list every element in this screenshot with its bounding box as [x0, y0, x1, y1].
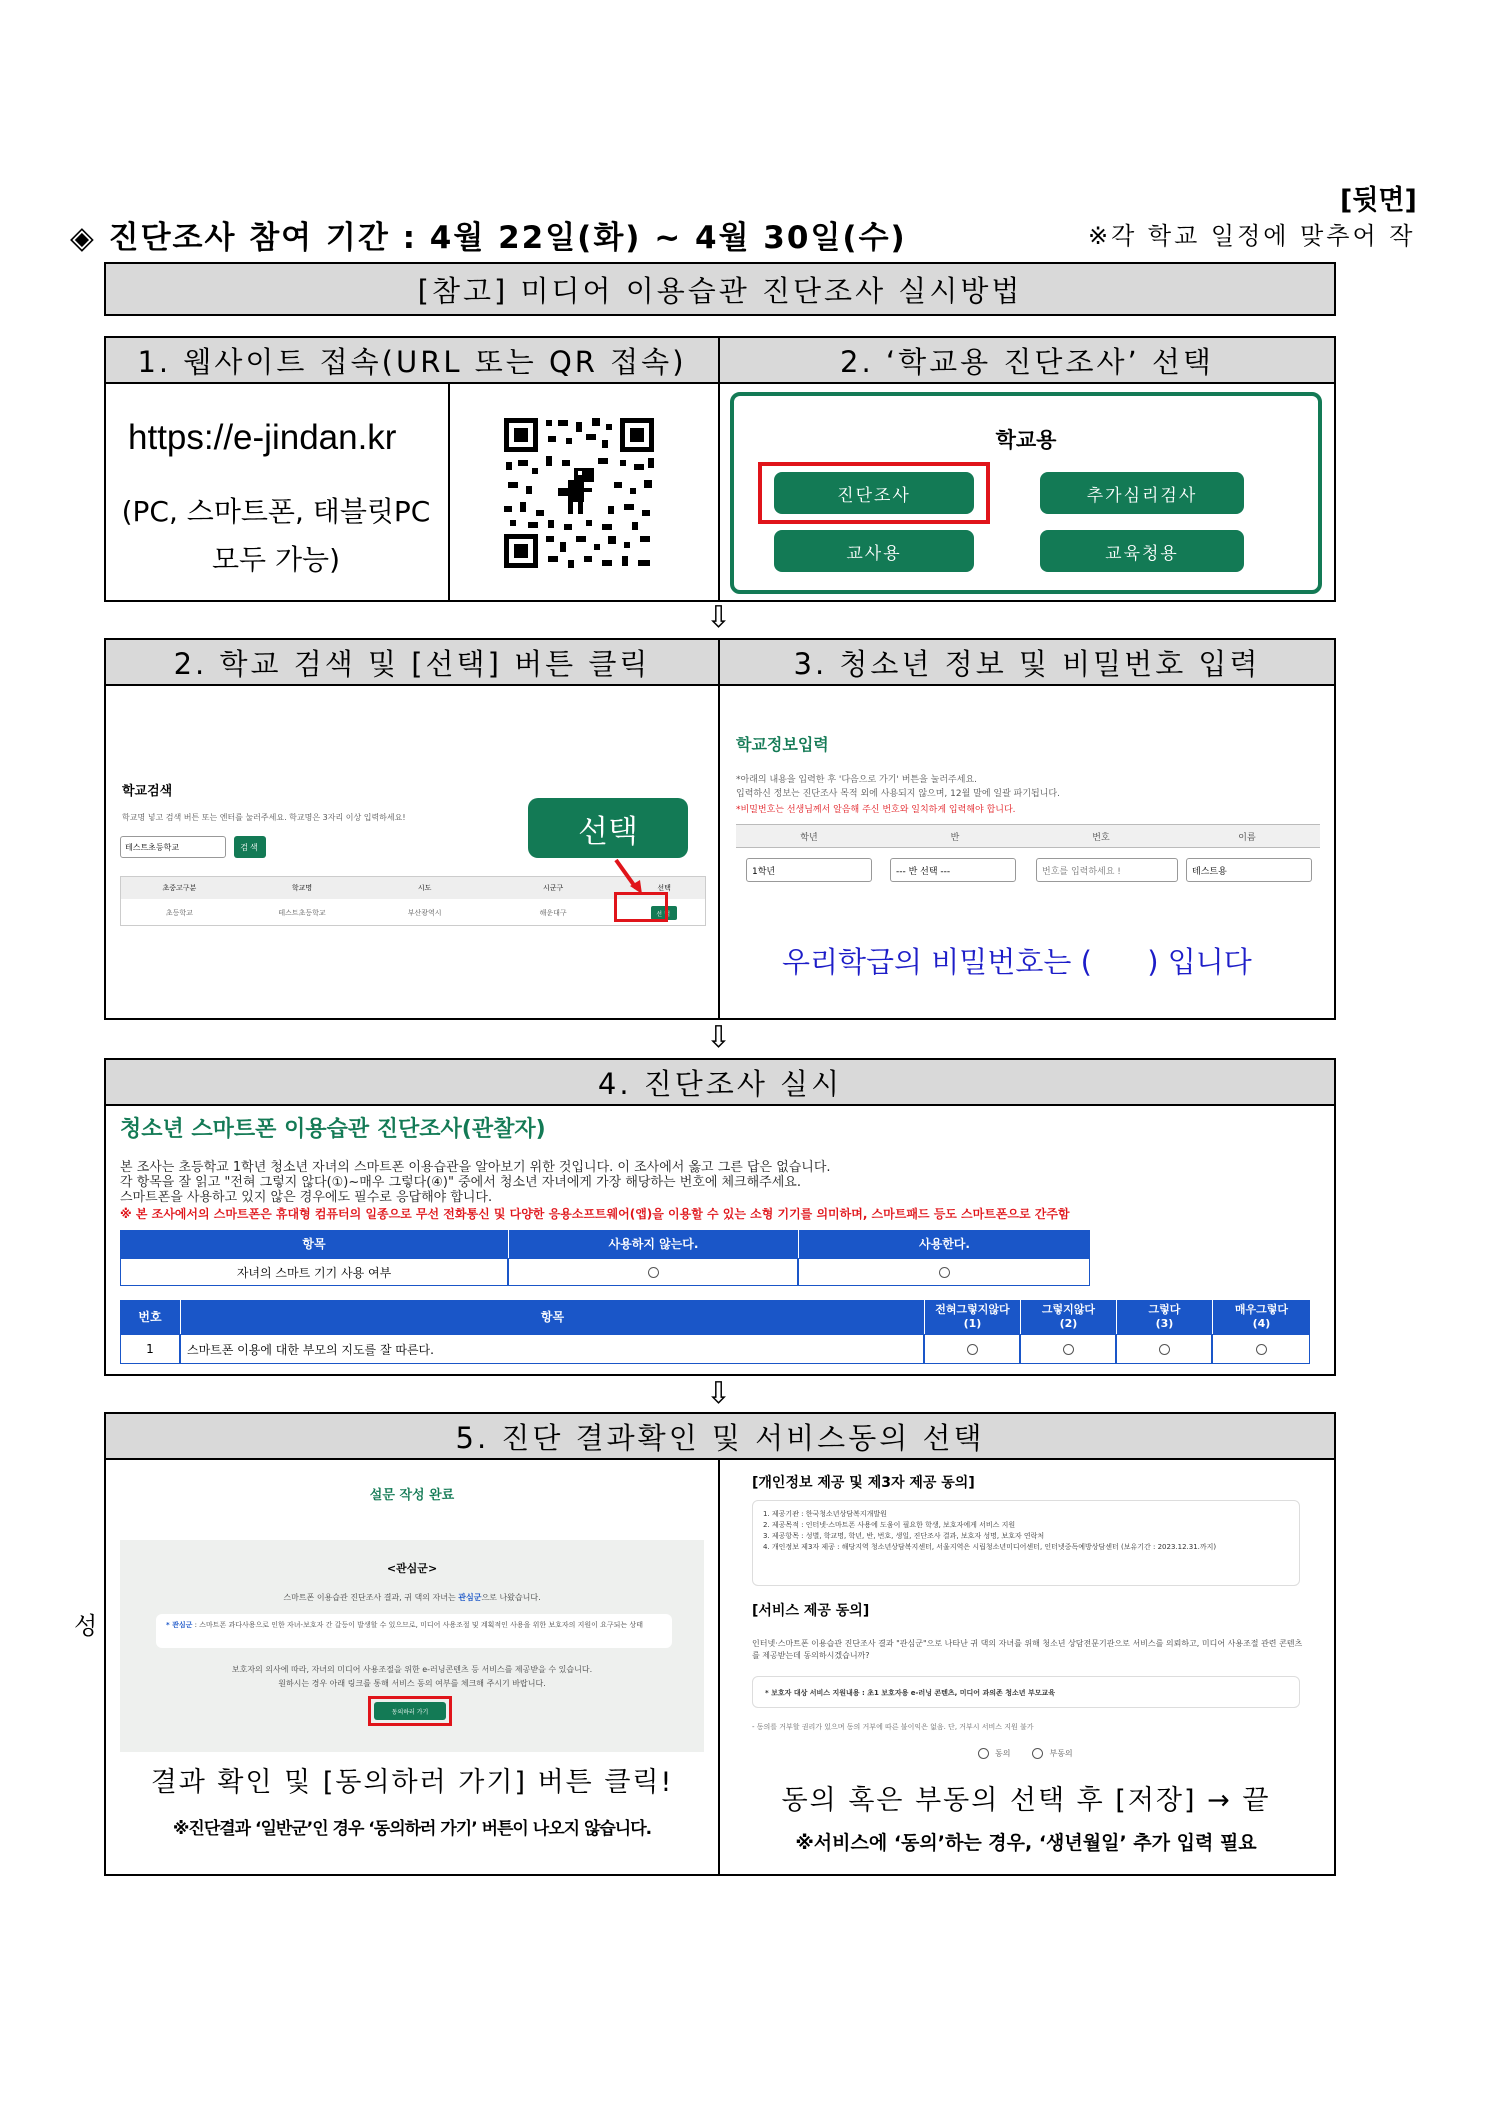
website-url[interactable]: https://e-jindan.kr — [128, 418, 397, 457]
schedule-note: ※각 학교 일정에 맞추어 작 — [1088, 222, 1416, 250]
school-type-screen — [730, 392, 1322, 594]
devices-line2: 모두 가능) — [211, 543, 341, 576]
service-box: * 보호자 대상 서비스 지원내용 : 초1 보호자용 e-러닝 콘텐츠, 미디어 과의존 청소년 부모교육 — [752, 1676, 1300, 1708]
agree-highlight-box — [368, 1696, 452, 1726]
option-disagree[interactable]: 부동의 — [1049, 1749, 1073, 1758]
step4-header — [106, 1060, 1334, 1106]
t2-header-2: 그렇지않다 (2) — [1020, 1300, 1116, 1334]
row-select-button[interactable]: 선택 — [651, 906, 677, 920]
extra-test-button[interactable]: 추가심리검사 — [1040, 472, 1244, 514]
divider — [718, 384, 720, 600]
step3-title: 3. 청소년 정보 및 비밀번호 입력 — [793, 646, 1261, 681]
col-name: 이름 — [1238, 832, 1256, 843]
col-type: 초중고구분 — [162, 884, 197, 892]
name-input[interactable]: 테스트용 — [1186, 858, 1312, 882]
col-city: 시도 — [417, 884, 432, 892]
class-password-line: 우리학급의 비밀번호는 ( ) 입니다 — [782, 945, 1252, 979]
school-type-heading: 학교용 — [995, 428, 1057, 452]
step2b-title: 2. 학교 검색 및 [선택] 버튼 클릭 — [173, 646, 651, 681]
devices-line1: (PC, 스마트폰, 태블릿PC — [121, 495, 431, 528]
back-side-label: [뒷면] — [1340, 185, 1417, 216]
service-title: [서비스 제공 동의] — [752, 1603, 870, 1619]
school-search-desc: 학교명 넣고 검색 버튼 또는 엔터를 눌러주세요. 학교명은 3자리 이상 입력하세요! — [122, 813, 406, 822]
radio-icon[interactable] — [1032, 1748, 1043, 1759]
class-select[interactable]: --- 반 선택 --- — [890, 858, 1016, 882]
number-input[interactable]: 번호를 입력하세요 ! — [1036, 858, 1178, 882]
radio-icon[interactable] — [1063, 1344, 1074, 1355]
interest-group-box — [156, 1614, 672, 1648]
result-screen — [120, 1540, 704, 1752]
step2a-header — [720, 338, 1334, 384]
t2-radio-2[interactable] — [1020, 1334, 1116, 1364]
left-note: ※진단결과 ‘일반군’인 경우 ‘동의하러 가기’ 버튼이 나오지 않습니다. — [172, 1819, 652, 1839]
survey-red-note: ※ 본 조사에서의 스마트폰은 휴대형 컴퓨터의 일종으로 무선 전화통신 및 다양한 응용소프트웨어(앱)을 이용할 수 있는 소형 기기를 의미하며, 스마트패드 등도 스마트폰으로 간주함 — [120, 1207, 1070, 1221]
highlight-box — [758, 462, 990, 524]
guide-line1: 보호자의 의사에 따라, 자녀의 미디어 사용조절을 위한 e-러닝콘텐츠 등 서비스를 제공받을 수 있습니다. — [231, 1665, 593, 1674]
service-text: 인터넷·스마트폰 이용습관 진단조사 결과 "관심군"으로 나타난 귀 댁의 자녀를 위해 청소년 상담전문기관으로 서비스를 의뢰하고, 미디어 사용조절 관련 콘텐츠를 제공받는데 동의하시겠습니까? — [752, 1639, 1303, 1660]
t1-header-yes: 사용한다. — [798, 1230, 1090, 1258]
t2-row-text: 스마트폰 이용에 대한 부모의 지도를 잘 따른다. — [180, 1334, 924, 1364]
t2-radio-1[interactable] — [924, 1334, 1020, 1364]
school-search-input[interactable]: 테스트초등학교 — [120, 836, 226, 858]
reference-title-bar — [104, 262, 1336, 316]
step3-header — [720, 640, 1334, 686]
privacy-title: [개인정보 제공 및 제3자 제공 동의] — [752, 1475, 975, 1491]
cell-school: 테스트초등학교 — [278, 909, 326, 917]
t2-radio-4[interactable] — [1212, 1334, 1310, 1364]
cell-district: 해운대구 — [539, 909, 567, 917]
t2-row-no: 1 — [120, 1334, 180, 1364]
left-caption: 결과 확인 및 [동의하러 가기] 버튼 클릭! — [150, 1767, 674, 1798]
t1-radio-yes[interactable] — [798, 1258, 1090, 1286]
step5-title: 5. 진단 결과확인 및 서비스동의 선택 — [455, 1420, 985, 1455]
privacy-item: 3. 제공항목 : 성별, 학교명, 학년, 반, 번호, 생일, 진단조사 결과, 보호자 성명, 보호자 연락처 — [763, 1532, 1045, 1540]
info-desc-red: *비밀번호는 선생님께서 알음해 주신 번호와 일치하게 입력해야 합니다. — [736, 805, 1016, 815]
result-line-post: 으로 나왔습니다. — [481, 1593, 541, 1602]
service-note: - 동의를 거부할 권리가 있으며 동의 거부에 따른 불이익은 없음. 단, 거부시 서비스 지원 불가 — [752, 1723, 1034, 1731]
result-line — [120, 1592, 704, 1603]
right-note: ※서비스에 ‘동의’하는 경우, ‘생년월일’ 추가 입력 필요 — [795, 1832, 1257, 1854]
red-arrow-icon — [610, 856, 650, 896]
office-button[interactable]: 교육청용 — [1040, 530, 1244, 572]
privacy-item: 4. 개인정보 제3자 제공 : 해당지역 청소년상담복지센터, 서울지역은 시립청소년미디어센터, 인터넷중독예방상담센터 (보유기간 : 2023.12.31.까지) — [763, 1543, 1217, 1551]
down-arrow-icon: ⇩ — [706, 1376, 732, 1411]
option-agree[interactable]: 동의 — [995, 1749, 1011, 1758]
cell-type: 초등학교 — [165, 909, 193, 917]
survey-line1: 본 조사는 초등학교 1학년 청소년 자녀의 스마트폰 이용습관을 알아보기 위한 것입니다. 이 조사에서 옳고 그른 답은 없습니다. — [120, 1160, 831, 1175]
t1-header-no: 사용하지 않는다. — [508, 1230, 798, 1258]
search-button[interactable]: 검색 — [234, 836, 266, 858]
survey-line3: 스마트폰을 사용하고 있지 않은 경우에도 필수로 응답해야 합니다. — [120, 1190, 493, 1205]
t2-header-1: 전혀그렇지않다 (1) — [924, 1300, 1020, 1334]
question-table — [120, 1300, 1310, 1364]
t2-header-3: 그렇다 (3) — [1116, 1300, 1212, 1334]
supported-devices — [116, 488, 436, 584]
agree-button[interactable]: 동의하러 가기 — [374, 1702, 446, 1720]
col-select: 선택 — [657, 884, 671, 892]
result-line-pre: 스마트폰 이용습관 진단조사 결과, 귀 댁의 자녀는 — [283, 1593, 459, 1602]
t1-header-item: 항목 — [120, 1230, 508, 1258]
col-number: 번호 — [1092, 832, 1110, 843]
device-use-table — [120, 1230, 1090, 1286]
box-text: : 스마트폰 과다사용으로 인한 자녀-보호자 간 갈등이 발생할 수 있으므로, 미디어 사용조절 및 계획적인 사용을 위한 보호자의 지원이 요구되는 상태 — [192, 1621, 643, 1629]
survey-done-title: 설문 작성 완료 — [369, 1488, 455, 1503]
privacy-item: 2. 제공목적 : 인터넷·스마트폰 사용에 도움이 필요한 학생, 보호자에게 서비스 지원 — [763, 1521, 1016, 1529]
teacher-button[interactable]: 교사용 — [774, 530, 974, 572]
select-callout: 선택 — [528, 798, 688, 858]
step2a-title: 2. ‘학교용 진단조사’ 선택 — [840, 344, 1214, 379]
radio-icon[interactable] — [967, 1344, 978, 1355]
col-district: 시군구 — [542, 884, 564, 892]
info-header-row — [736, 824, 1320, 848]
divider — [718, 686, 720, 1018]
radio-icon[interactable] — [648, 1267, 659, 1278]
col-school: 학교명 — [291, 884, 313, 892]
radio-icon[interactable] — [939, 1267, 950, 1278]
radio-icon[interactable] — [978, 1748, 989, 1759]
consent-options — [978, 1748, 1073, 1759]
col-grade: 학년 — [800, 832, 818, 843]
divider — [448, 384, 450, 600]
school-info-heading: 학교정보입력 — [736, 735, 829, 754]
select-highlight-box — [614, 892, 668, 922]
privacy-item: 1. 제공기관 : 한국청소년상담복지개발원 — [763, 1510, 887, 1518]
t2-header-item: 항목 — [180, 1300, 924, 1334]
t1-radio-no[interactable] — [508, 1258, 798, 1286]
t2-header-no: 번호 — [120, 1300, 180, 1334]
t2-header-4: 매우그렇다 (4) — [1212, 1300, 1310, 1334]
step4-title: 4. 진단조사 실시 — [597, 1066, 843, 1101]
info-desc2: 입력하신 정보는 진단조사 목적 외에 사용되지 않으며, 12월 말에 일괄 파기됩니다. — [736, 789, 1060, 799]
t1-row-label: 자녀의 스마트 기기 사용 여부 — [120, 1258, 508, 1286]
survey-title: 청소년 스마트폰 이용습관 진단조사(관찰자) — [120, 1117, 546, 1142]
down-arrow-icon: ⇩ — [706, 1020, 732, 1055]
step2b-header — [106, 640, 720, 686]
step1-header — [106, 338, 720, 384]
step5-header — [106, 1414, 1334, 1460]
grade-select[interactable]: 1학년 — [746, 858, 872, 882]
result-group-title: <관심군> — [386, 1562, 438, 1575]
col-class: 반 — [950, 832, 960, 843]
down-arrow-icon: ⇩ — [706, 600, 732, 635]
info-desc1: *아래의 내용을 입력한 후 '다음으로 가기' 버튼을 눌러주세요. — [736, 775, 977, 785]
radio-icon[interactable] — [1159, 1344, 1170, 1355]
school-search-heading: 학교검색 — [122, 784, 173, 799]
survey-line2: 각 항목을 잘 읽고 "전혀 그렇지 않다(①)~매우 그렇다(④)" 중에서 청소년 자녀에게 가장 해당하는 번호에 체크해주세요. — [120, 1175, 801, 1190]
diagnosis-button[interactable]: 진단조사 — [774, 472, 974, 514]
box-label: * 관심군 — [166, 1621, 193, 1629]
privacy-box — [752, 1500, 1300, 1586]
t2-radio-3[interactable] — [1116, 1334, 1212, 1364]
radio-icon[interactable] — [1256, 1344, 1267, 1355]
qr-code-icon[interactable] — [502, 416, 656, 570]
survey-period: ◈ 진단조사 참여 기간 : 4월 22일(화) ~ 4월 30일(수) — [70, 220, 907, 256]
result-group: 관심군 — [458, 1593, 482, 1602]
reference-title: [참고] 미디어 이용습관 진단조사 실시방법 — [417, 273, 1023, 308]
cell-city: 부산광역시 — [407, 909, 442, 917]
guide-line2: 원하시는 경우 아래 링크를 통해 서비스 동의 여부를 체크해 주시기 바랍니다. — [278, 1679, 546, 1688]
right-caption: 동의 혹은 부동의 선택 후 [저장] → 끝 — [781, 1785, 1271, 1816]
side-character: 성 — [74, 1612, 98, 1640]
step1-title: 1. 웹사이트 접속(URL 또는 QR 접속) — [137, 344, 687, 379]
